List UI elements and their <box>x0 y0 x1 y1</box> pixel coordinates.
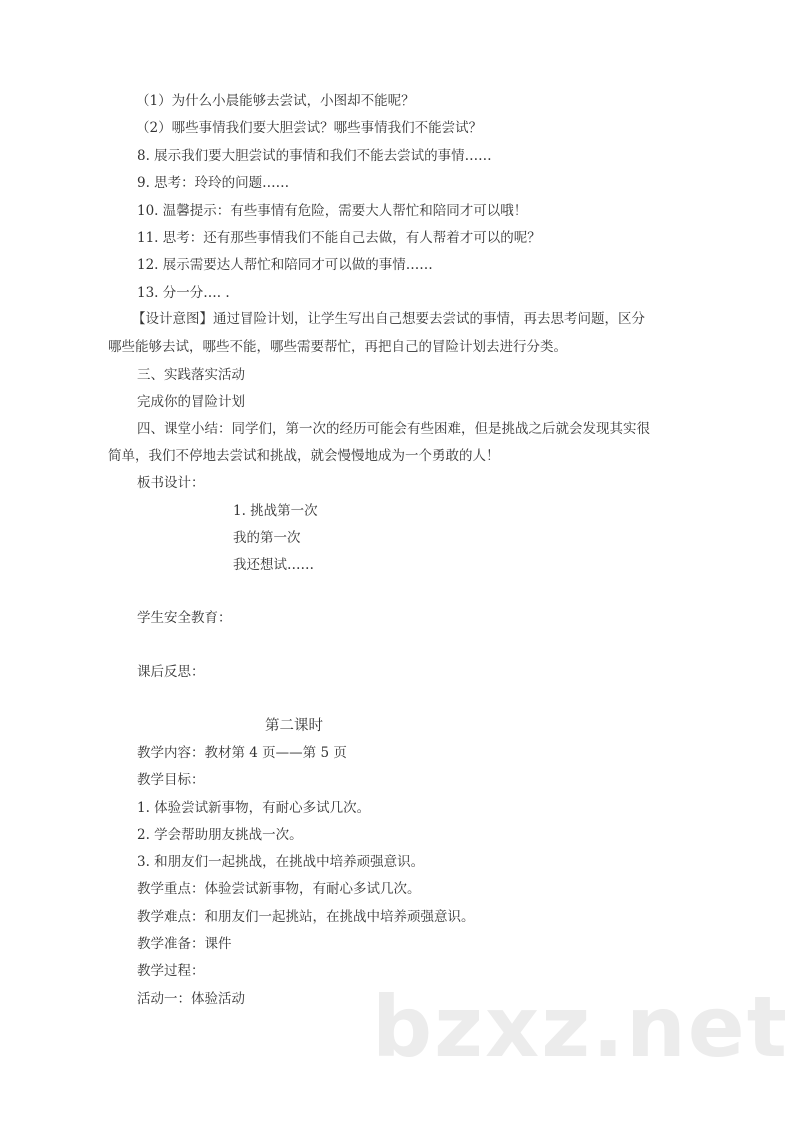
step-8: 8. 展示我们要大胆尝试的事情和我们不能去尝试的事情…… <box>137 148 492 164</box>
step-10: 10. 温馨提示：有些事情有危险，需要大人帮忙和陪同才可以哦！ <box>137 203 528 219</box>
board-line-1: 1. 挑战第一次 <box>233 503 318 519</box>
key-point: 教学重点：体验尝试新事物，有耐心多试几次。 <box>137 881 421 897</box>
part-4-line-1: 四、课堂小结：同学们，第一次的经历可能会有些困难，但是挑战之后就会发现其实很 <box>137 421 650 437</box>
reflection-label: 课后反思： <box>137 664 205 680</box>
step-11: 11. 思考：还有那些事情我们不能自己去做，有人帮着才可以的呢？ <box>137 230 541 246</box>
part-3-heading: 三、实践落实活动 <box>137 367 245 383</box>
part-4-line-2: 简单，我们不停地去尝试和挑战，就会慢慢地成为一个勇敢的人！ <box>108 448 500 464</box>
lesson-2-title: 第二课时 <box>265 718 323 734</box>
goal-1: 1. 体验尝试新事物，有耐心多试几次。 <box>137 800 371 816</box>
design-intent-line-2: 哪些能够去试，哪些不能，哪些需要帮忙，再把自己的冒险计划去进行分类。 <box>108 339 567 355</box>
board-line-2: 我的第一次 <box>233 530 301 546</box>
question-2: （2）哪些事情我们要大胆尝试？哪些事情我们不能尝试？ <box>136 120 483 136</box>
part-3-task: 完成你的冒险计划 <box>137 394 245 410</box>
safety-education-label: 学生安全教育： <box>137 610 232 626</box>
goal-3: 3. 和朋友们一起挑战，在挑战中培养顽强意识。 <box>137 854 425 870</box>
goal-2: 2. 学会帮助朋友挑战一次。 <box>137 827 303 843</box>
step-12: 12. 展示需要达人帮忙和陪同才可以做的事情…… <box>137 257 433 273</box>
teaching-content: 教学内容：教材第 4 页——第 5 页 <box>137 745 347 761</box>
watermark: bzxz.net <box>372 978 789 1076</box>
difficulty: 教学难点：和朋友们一起挑站，在挑战中培养顽强意识。 <box>137 909 475 925</box>
process-label: 教学过程： <box>137 963 205 979</box>
step-13: 13. 分一分…. . <box>137 285 230 301</box>
step-9: 9. 思考：玲玲的问题…… <box>137 175 290 191</box>
board-line-3: 我还想试…… <box>233 557 314 573</box>
activity-1: 活动一：体验活动 <box>137 991 245 1007</box>
preparation: 教学准备：课件 <box>137 936 232 952</box>
teaching-goals-label: 教学目标： <box>137 772 205 788</box>
design-intent-line-1: 【设计意图】通过冒险计划，让学生写出自己想要去尝试的事情，再去思考问题，区分 <box>132 311 645 327</box>
board-design-label: 板书设计： <box>137 475 205 491</box>
question-1: （1）为什么小晨能够去尝试，小图却不能呢？ <box>136 93 415 109</box>
